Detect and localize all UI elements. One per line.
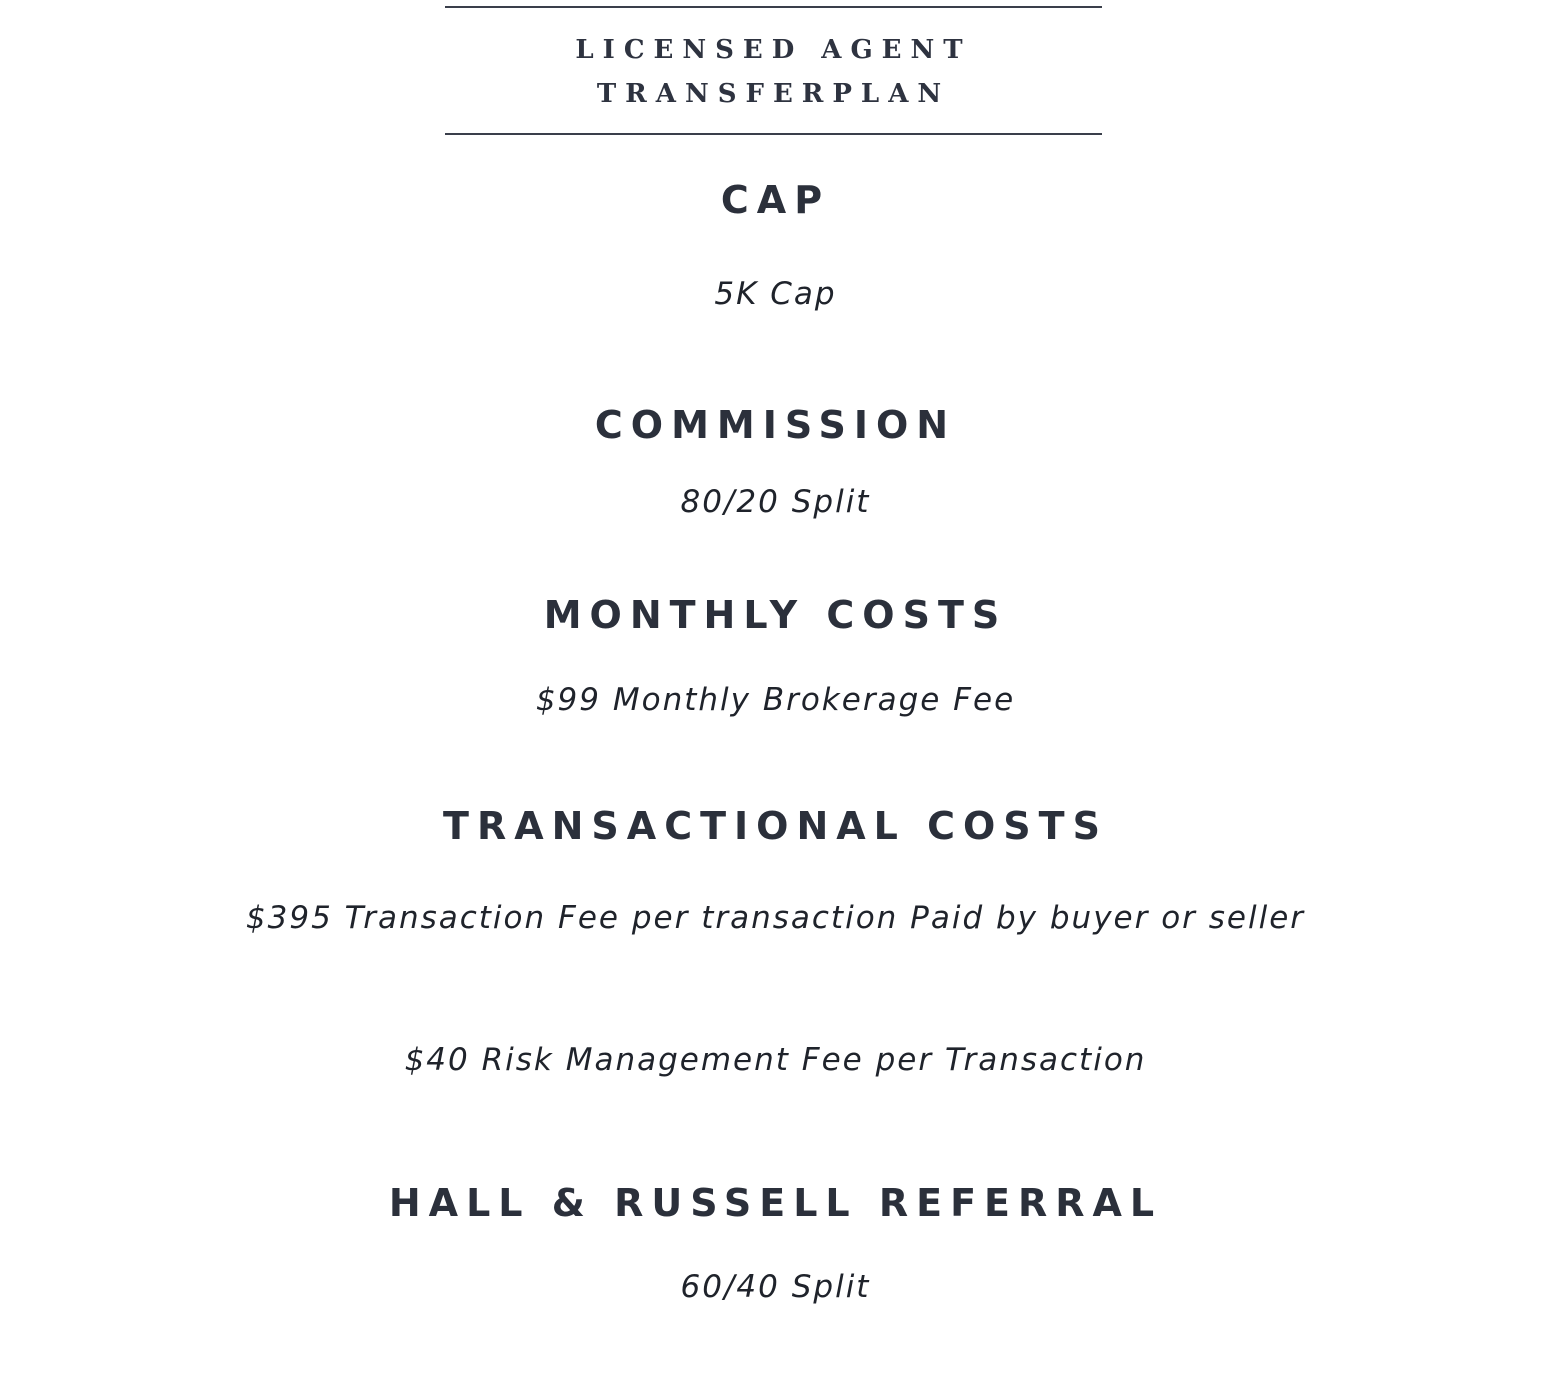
section-detail-risk-management-fee: $40 Risk Management Fee per Transaction: [404, 1042, 1147, 1078]
section-detail-cap: 5K Cap: [714, 276, 837, 312]
section-detail-transaction-fee: $395 Transaction Fee per transaction Paid by buyer or seller: [245, 900, 1306, 936]
section-heading-transactional-costs: TRANSACTIONAL COSTS: [443, 804, 1108, 848]
plan-title-line-1: LICENSED AGENT: [575, 35, 972, 65]
section-heading-monthly-costs: MONTHLY COSTS: [543, 593, 1008, 637]
section-detail-referral: 60/40 Split: [680, 1269, 871, 1305]
section-heading-cap: CAP: [720, 178, 831, 222]
section-detail-commission: 80/20 Split: [680, 484, 871, 520]
header-top-rule: [445, 6, 1102, 8]
section-heading-commission: COMMISSION: [594, 403, 957, 447]
section-heading-referral: HALL & RUSSELL REFERRAL: [388, 1181, 1163, 1225]
header-bottom-rule: [445, 133, 1102, 135]
plan-title-line-2: TRANSFERPLAN: [596, 79, 951, 109]
section-detail-monthly-costs: $99 Monthly Brokerage Fee: [535, 682, 1016, 718]
